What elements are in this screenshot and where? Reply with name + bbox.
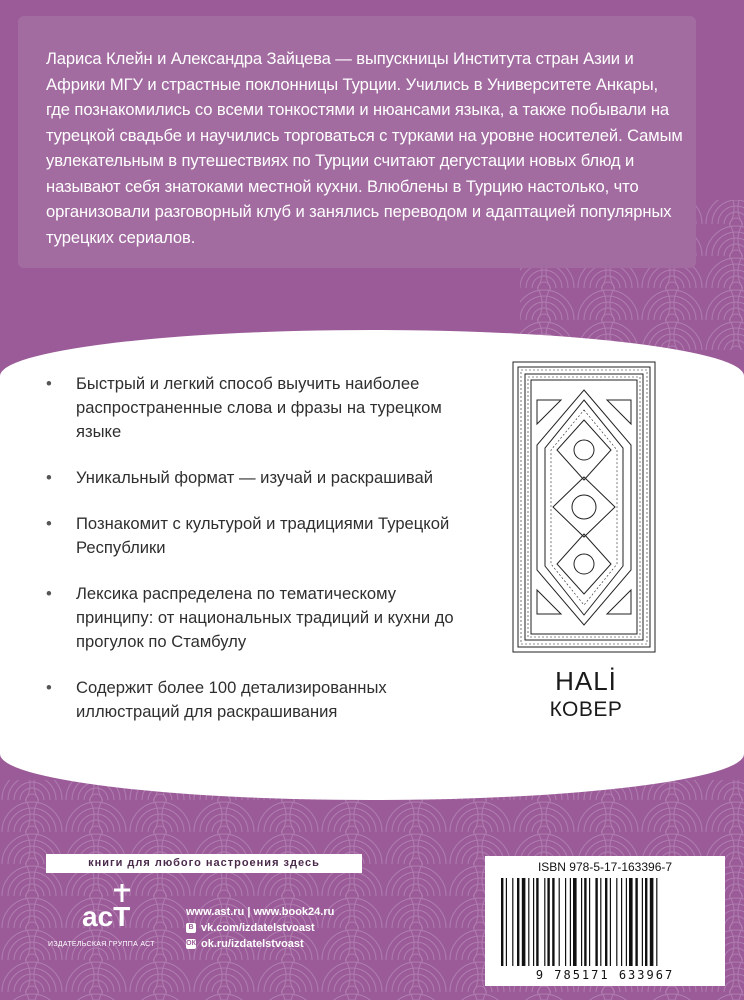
feature-list bbox=[46, 372, 476, 746]
publisher-links bbox=[186, 906, 334, 954]
barcode-bar bbox=[600, 878, 601, 966]
barcode-bar bbox=[565, 878, 566, 966]
bullet-marker: • bbox=[46, 514, 52, 533]
barcode-bar bbox=[645, 878, 647, 966]
vk-icon: В bbox=[186, 923, 196, 933]
barcode-bar bbox=[581, 878, 582, 966]
bullet-marker: • bbox=[46, 468, 52, 487]
barcode-bar bbox=[573, 878, 577, 966]
barcode-bar bbox=[626, 878, 627, 966]
barcode-bar bbox=[506, 878, 507, 966]
carpet-illustration bbox=[511, 360, 657, 654]
isbn-label: ISBN 978-5-17-163396-7 bbox=[537, 860, 673, 874]
feature-item bbox=[46, 466, 476, 490]
publisher-name: ИЗДАТЕЛЬСКАЯ ГРУППА АСТ bbox=[48, 941, 155, 948]
feature-item bbox=[46, 372, 476, 444]
ok-link[interactable]: ok.ru/izdatelstvoast bbox=[201, 938, 304, 950]
barcode-bar bbox=[536, 878, 538, 966]
feature-text: Уникальный формат — изучай и раскрашивай bbox=[76, 468, 433, 487]
barcode-area bbox=[485, 856, 725, 986]
barcode-bar bbox=[584, 878, 586, 966]
bullet-marker: • bbox=[46, 584, 52, 603]
barcode-bar bbox=[512, 878, 513, 966]
barcode-bar bbox=[616, 878, 617, 966]
barcode-bar bbox=[635, 878, 637, 966]
author-bio: Лариса Клейн и Александра Зайцева — выпускницы Института стран Азии и Африки МГУ и страстные поклонницы Турции. Учились в Университете Анкары, где познакомились со всеми тонкостями и нюансами языка, а также побывали на турецкой свадьбе и научились торговаться с турками на уровне носителей. Самым увлекательным в путешествиях по Турции считают дегустации новых блюд и называют себя знатоками местной кухни. Влюблены в Турцию настолько, что организовали разговорный клуб и занялись переводом и адаптацией популярных турецких сериалов. bbox=[46, 49, 683, 247]
illustration-word-russian: КОВЕР bbox=[549, 698, 623, 721]
barcode-bar bbox=[642, 878, 643, 966]
ast-logo-icon bbox=[76, 880, 146, 942]
barcode-bar bbox=[650, 878, 654, 966]
barcode-bar bbox=[552, 878, 554, 966]
feature-item bbox=[46, 582, 476, 654]
barcode-bar bbox=[544, 878, 545, 966]
illustration-word-turkish: HALİ bbox=[555, 666, 617, 696]
barcode-bar bbox=[570, 878, 571, 966]
feature-item bbox=[46, 512, 476, 560]
barcode-bar bbox=[517, 878, 519, 966]
feature-text: Лексика распределена по тематическому принципу: от национальных традиций и кухни до прогулок по Стамбулу bbox=[76, 584, 454, 651]
barcode-bar bbox=[533, 878, 534, 966]
barcode-bar bbox=[589, 878, 590, 966]
logo-text: acT bbox=[82, 901, 131, 932]
barcode-bar bbox=[605, 878, 607, 966]
website-links[interactable]: www.ast.ru | www.book24.ru bbox=[186, 906, 335, 918]
barcode-bar bbox=[547, 878, 549, 966]
barcode-bar bbox=[528, 878, 529, 966]
barcode-bar bbox=[656, 878, 657, 966]
barcode-graphic bbox=[499, 878, 709, 966]
barcode-bar bbox=[629, 878, 633, 966]
barcode-number: 9 785171 633967 bbox=[535, 968, 675, 982]
vk-link[interactable]: vk.com/izdatelstvoast bbox=[201, 922, 315, 934]
bullet-marker: • bbox=[46, 678, 52, 697]
feature-text: Содержит более 100 детализированных иллюстраций для раскрашивания bbox=[76, 678, 387, 721]
barcode-bar bbox=[501, 878, 503, 966]
feature-text: Познакомит с культурой и традициями Турецкой Республики bbox=[76, 514, 450, 557]
barcode-bar bbox=[610, 878, 611, 966]
barcode-bar bbox=[595, 878, 597, 966]
bullet-marker: • bbox=[46, 374, 52, 393]
feature-item bbox=[46, 676, 476, 724]
barcode-bar bbox=[621, 878, 622, 966]
ok-icon: ОК bbox=[186, 940, 196, 947]
slogan-banner: книги для любого настроения здесь bbox=[46, 854, 362, 873]
feature-text: Быстрый и легкий способ выучить наиболее распространенные слова и фразы на турецком языке bbox=[76, 374, 442, 441]
barcode-bar bbox=[522, 878, 526, 966]
barcode-bar bbox=[559, 878, 560, 966]
